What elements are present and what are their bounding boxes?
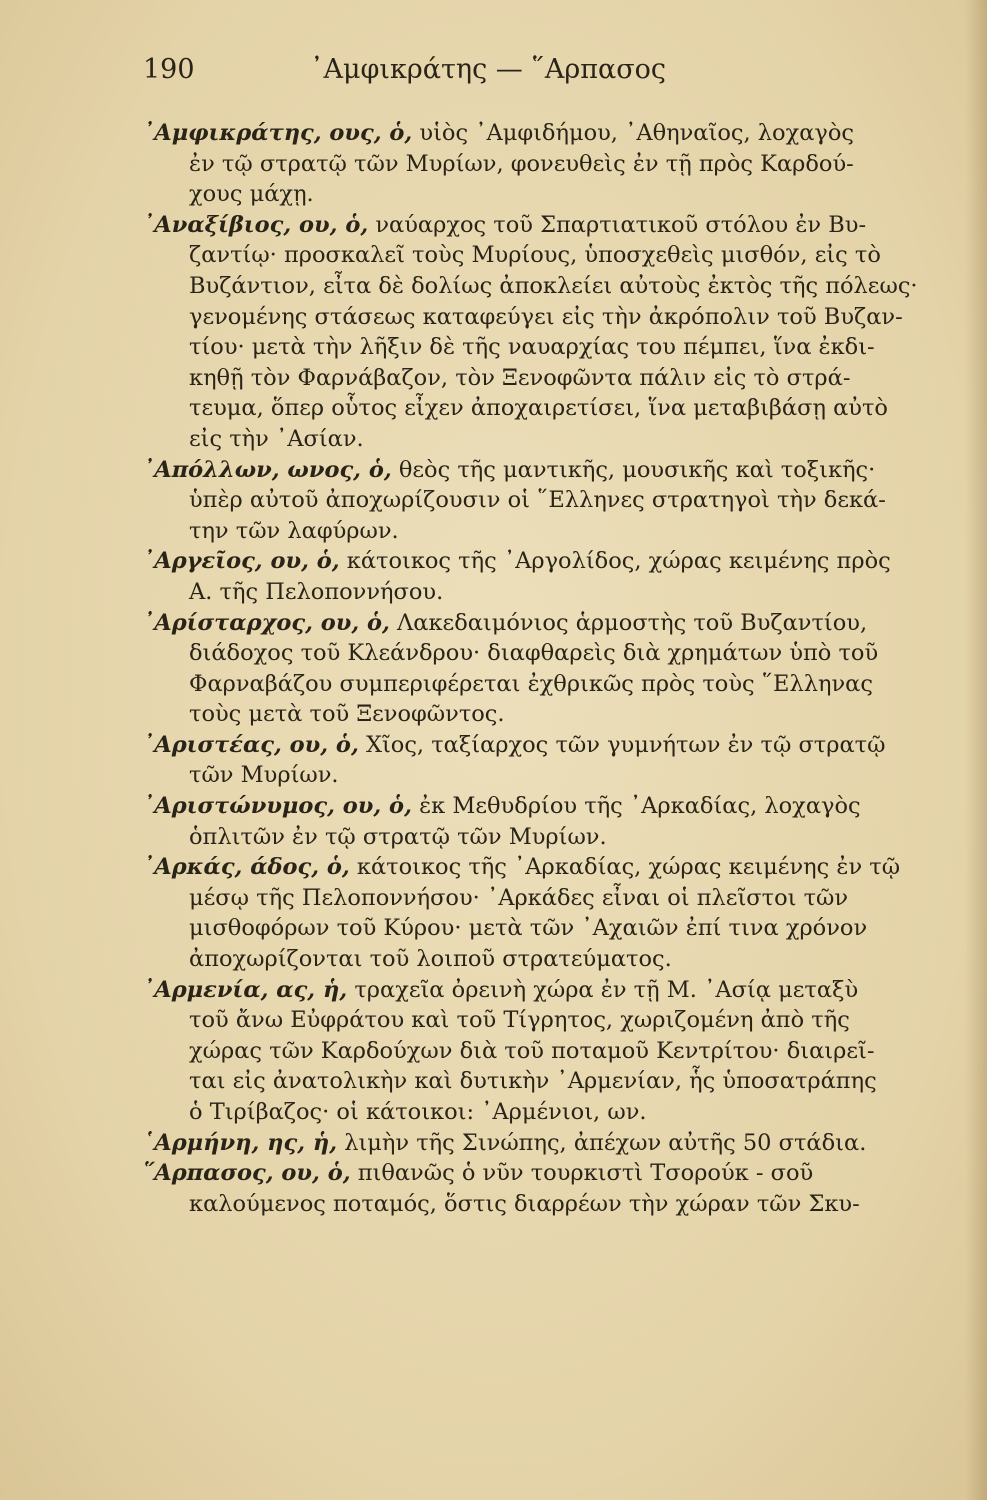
entry-line: τοῦ ἄνω Εὐφράτου καὶ τοῦ Τίγρητος, χωριζομένη ἀπὸ τῆς — [189, 1007, 850, 1034]
dictionary-entry — [143, 546, 918, 607]
entry-line: Βυζάντιον, εἶτα δὲ δολίως ἀποκλείει αὐτοὺς ἐκτὸς τῆς πόλεως· — [189, 272, 918, 299]
entry-headword: ᾿Απόλλων, ωνος, ὁ, — [143, 456, 392, 483]
entry-line: γενομένης στάσεως καταφεύγει εἰς τὴν ἀκρόπολιν τοῦ Βυζαν- — [189, 303, 903, 330]
entry-line: εἰς τὴν ᾿Ασίαν. — [189, 425, 364, 452]
entry-line: ἐκ Μεθυδρίου τῆς ᾿Αρκαδίας, λοχαγὸς — [419, 793, 861, 820]
entry-headword: ᾿Αργεῖος, ου, ὁ, — [143, 548, 340, 575]
entry-line: καλούμενος ποταμός, ὅστις διαρρέων τὴν χώραν τῶν Σκυ- — [189, 1190, 860, 1217]
entry-first-line — [143, 1158, 918, 1189]
entry-line: χώρας τῶν Καρδούχων διὰ τοῦ ποταμοῦ Κεντρίτου· διαιρεῖ- — [189, 1037, 875, 1064]
dictionary-entry — [143, 455, 918, 547]
entry-first-line — [143, 608, 918, 639]
entry-line: ὁπλιτῶν ἐν τῷ στρατῷ τῶν Μυρίων. — [189, 823, 607, 850]
entry-line: λιμὴν τῆς Σινώπης, ἀπέχων αὐτῆς 50 στάδια. — [344, 1129, 867, 1156]
entry-line: ὑπὲρ αὐτοῦ ἀποχωρίζουσιν οἱ ῞Ελληνες στρατηγοὶ τὴν δεκά- — [189, 487, 886, 514]
entry-first-line — [143, 852, 918, 883]
entry-headword: ῾Αρμήνη, ης, ἡ, — [143, 1129, 338, 1156]
entry-line: Α. τῆς Πελοποννήσου. — [189, 578, 444, 605]
entry-first-line — [143, 546, 918, 577]
dictionary-entry — [143, 975, 918, 1128]
entry-line: ἀποχωρίζονται τοῦ λοιποῦ στρατεύματος. — [189, 946, 672, 973]
entry-headword: ᾿Αρμενία, ας, ἡ, — [143, 976, 348, 1003]
entry-line: τευμα, ὅπερ οὗτος εἶχεν ἀποχαιρετίσει, ἵνα μεταβιβάσῃ αὐτὸ — [189, 395, 888, 422]
entry-line: Χῖος, ταξίαρχος τῶν γυμνήτων ἐν τῷ στρατῷ — [365, 731, 886, 758]
entry-headword: ᾿Αμφικράτης, ους, ὁ, — [143, 120, 413, 146]
entry-first-line — [143, 730, 918, 761]
entry-line: ὁ Τιρίβαζος· οἱ κάτοικοι: ᾿Αρμένιοι, ων. — [189, 1099, 647, 1125]
entry-line: κάτοικος τῆς ᾿Αρκαδίας, χώρας κειμένης ἐν τῷ — [356, 854, 901, 881]
dictionary-entry — [143, 1128, 918, 1159]
entry-first-line — [143, 791, 918, 822]
entry-headword: ῞Αρπασος, ου, ὁ, — [143, 1160, 351, 1187]
entry-line: θεὸς τῆς μαντικῆς, μουσικῆς καὶ τοξικῆς· — [398, 456, 876, 483]
entry-line: τίου· μετὰ τὴν λῆξιν δὲ τῆς ναυαρχίας του πέμπει, ἵνα ἐκδι- — [189, 334, 875, 361]
dictionary-entry — [143, 118, 918, 210]
dictionary-entries — [143, 118, 918, 1219]
entry-line: ἐν τῷ στρατῷ τῶν Μυρίων, φονευθεὶς ἐν τῇ πρὸς Καρδού- — [189, 150, 854, 177]
entry-first-line — [143, 1128, 918, 1159]
running-title: ᾿Αμφικράτης — ῞Αρπασος — [309, 54, 667, 85]
entry-first-line — [143, 118, 918, 149]
entry-line: μισθοφόρων τοῦ Κύρου· μετὰ τῶν ᾿Αχαιῶν ἐπί τινα χρόνον — [189, 915, 868, 942]
entry-headword: ᾿Αριστώνυμος, ου, ὁ, — [143, 793, 412, 820]
entry-line: τῶν Μυρίων. — [189, 762, 339, 789]
entry-line: ται εἰς ἀνατολικὴν καὶ δυτικὴν ᾿Αρμενίαν, ἧς ὑποσατράπης — [189, 1068, 877, 1095]
dictionary-entry — [143, 730, 918, 791]
entry-line: τραχεῖα ὀρεινὴ χώρα ἐν τῇ Μ. ᾿Ασίᾳ μεταξὺ — [354, 976, 859, 1003]
entry-line: διάδοχος τοῦ Κλεάνδρου· διαφθαρεὶς διὰ χρημάτων ὑπὸ τοῦ — [189, 640, 879, 667]
entry-line: Φαρναβάζου συμπεριφέρεται ἐχθρικῶς πρὸς τοὺς ῞Ελληνας — [189, 670, 873, 697]
entry-line: κάτοικος τῆς ᾿Αργολίδος, χώρας κειμένης πρὸς — [346, 548, 891, 575]
dictionary-entry — [143, 608, 918, 730]
page-number: 190 — [143, 54, 195, 85]
page-edge-shadow — [965, 0, 987, 1500]
entry-headword: ᾿Αρκάς, άδος, ὁ, — [143, 854, 350, 881]
entry-line: την τῶν λαφύρων. — [189, 517, 399, 544]
entry-headword: ᾿Αρίσταρχος, ου, ὁ, — [143, 609, 390, 636]
entry-line: Λακεδαιμόνιος ἁρμοστὴς τοῦ Βυζαντίου, — [397, 609, 868, 636]
page-header — [143, 52, 833, 88]
entry-line: μέσῳ τῆς Πελοποννήσου· ᾿Αρκάδες εἶναι οἱ πλεῖστοι τῶν — [189, 884, 849, 911]
dictionary-entry — [143, 852, 918, 974]
entry-headword: ᾿Αναξίβιος, ου, ὁ, — [143, 211, 369, 238]
entry-first-line — [143, 975, 918, 1006]
entry-line: πιθανῶς ὁ νῦν τουρκιστὶ Τσορούκ - σοῦ — [357, 1160, 814, 1187]
entry-first-line — [143, 210, 918, 241]
entry-line: ζαντίῳ· προσκαλεῖ τοὺς Μυρίους, ὑποσχεθεὶς μισθόν, εἰς τὸ — [189, 242, 881, 269]
entry-line: χους μάχῃ. — [189, 181, 314, 208]
entry-line: ναύαρχος τοῦ Σπαρτιατικοῦ στόλου ἐν Βυ- — [375, 211, 867, 238]
dictionary-entry — [143, 1158, 918, 1219]
dictionary-entry — [143, 210, 918, 455]
dictionary-entry — [143, 791, 918, 852]
entry-first-line — [143, 455, 918, 486]
entry-headword: ᾿Αριστέας, ου, ὁ, — [143, 731, 359, 758]
entry-line: κηθῇ τὸν Φαρνάβαζον, τὸν Ξενοφῶντα πάλιν εἰς τὸ στρά- — [189, 364, 851, 391]
entry-line: τοὺς μετὰ τοῦ Ξενοφῶντος. — [189, 701, 505, 728]
entry-line: υἱὸς ᾿Αμφιδήμου, ᾿Αθηναῖος, λοχαγὸς — [419, 120, 854, 146]
